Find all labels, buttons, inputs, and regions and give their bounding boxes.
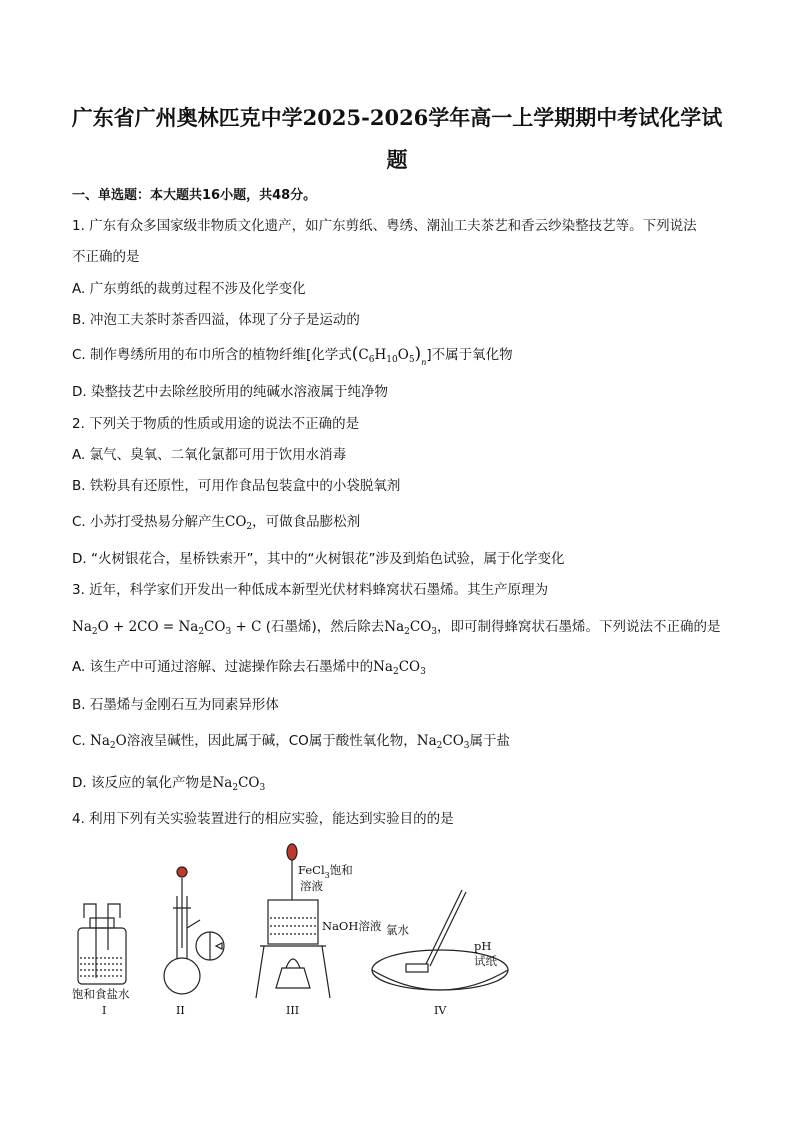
q3-option-c-mid: 溶液呈碱性，因此属于碱，CO属于酸性氧化物， xyxy=(126,733,417,749)
q1-option-a: A. 广东剪纸的裁剪过程不涉及化学变化 xyxy=(72,281,306,297)
label-fecl3: FeCl$_3$饱和 xyxy=(298,863,353,880)
page-title-line1: 广东省广州奥林匹克中学2025-2026学年高一上学期期中考试化学试 xyxy=(71,105,723,130)
q4-stem: 4. 利用下列有关实验装置进行的相应实验，能达到实验目的的是 xyxy=(72,811,454,827)
na2o-formula: $Na_2O$ xyxy=(90,733,127,751)
q2-option-d: D. “火树银花合，星桥铁索开”，其中的“火树银花”涉及到焰色试验，属于化学变化 xyxy=(72,551,565,567)
label-chlorine-water: 氯水 xyxy=(386,923,409,937)
label-saturated-brine: 饱和食盐水 xyxy=(72,987,130,1001)
label-roman-4: IV xyxy=(434,1004,447,1017)
q2-option-c-text: C. 小苏打受热易分解产生 xyxy=(72,514,226,530)
label-roman-2: II xyxy=(176,1004,185,1017)
label-ph: pH xyxy=(474,939,492,953)
q3-option-b: B. 石墨烯与金刚石互为同素异形体 xyxy=(72,697,279,713)
q1-stem-line1: 1. 广东有众多国家级非物质文化遗产，如广东剪纸、粤绣、潮汕工夫茶艺和香云纱染整技艺等。下列说法 xyxy=(72,218,697,234)
label-solution: 溶液 xyxy=(300,879,323,893)
na2co3-formula: $Na_2CO_3$ xyxy=(384,619,437,637)
q2-option-c xyxy=(72,512,360,532)
q3-stem-line2 xyxy=(72,617,721,637)
section-heading: 一、单选题：本大题共16小题，共48分。 xyxy=(72,188,317,203)
q2-stem: 2. 下列关于物质的性质或用途的说法不正确的是 xyxy=(72,416,360,432)
label-naoh: NaOH溶液 xyxy=(322,919,382,933)
q3-option-a xyxy=(72,657,426,677)
label-test-paper: 试纸 xyxy=(474,954,497,968)
q3-option-d-text: D. 该反应的氧化产物是 xyxy=(72,775,213,791)
q3-option-c-label: C. xyxy=(72,733,86,749)
reaction-equation: $Na_2O + 2CO = Na_2CO_3 + C$ xyxy=(72,619,266,637)
apparatus-figure xyxy=(60,838,530,1028)
q1-option-c xyxy=(72,344,513,373)
q1-option-c-tail: ]不属于氧化物 xyxy=(426,347,513,363)
q3-stem-mid: (石墨烯)，然后除去 xyxy=(265,619,385,635)
na2co3-formula: $Na_2CO_3$ xyxy=(416,733,470,751)
q1-option-d: D. 染整技艺中去除丝胶所用的纯碱水溶液属于纯净物 xyxy=(72,384,388,400)
q1-stem-line2: 不正确的是 xyxy=(72,249,140,265)
q3-option-c xyxy=(72,731,510,751)
cellulose-formula: $(C_6H_{10}O_5)_n$ xyxy=(351,344,427,367)
co2-formula: $CO_2$ xyxy=(225,514,253,532)
q2-option-c-tail: ，可做食品膨松剂 xyxy=(252,514,361,530)
q3-option-c-tail: 属于盐 xyxy=(469,733,511,749)
q3-stem-tail: ，即可制得蜂窝状石墨烯。下列说法不正确的是 xyxy=(437,619,721,635)
q3-option-a-text: A. 该生产中可通过溶解、过滤操作除去石墨烯中的 xyxy=(72,659,374,675)
label-roman-1: I xyxy=(102,1004,107,1017)
apparatus-svg xyxy=(60,838,530,1028)
gas-washing-bottle xyxy=(78,904,126,984)
volumetric-flask xyxy=(164,867,224,994)
na2co3-formula: $Na_2CO_3$ xyxy=(212,775,266,793)
q2-option-b: B. 铁粉具有还原性，可用作食品包装盒中的小袋脱氧剂 xyxy=(72,478,401,494)
q2-option-a: A. 氯气、臭氧、二氧化氯都可用于饮用水消毒 xyxy=(72,447,347,463)
q1-option-c-text: C. 制作粤绣所用的布巾所含的植物纤维[化学式 xyxy=(72,347,352,363)
q3-option-d xyxy=(72,773,265,793)
label-roman-3: III xyxy=(286,1004,300,1017)
q3-stem-line1: 3. 近年，科学家们开发出一种低成本新型光伏材料蜂窝状石墨烯。其生产原理为 xyxy=(72,582,549,598)
na2co3-formula: $Na_2CO_3$ xyxy=(373,659,426,677)
page-title-line2: 题 xyxy=(386,147,408,172)
q1-option-b: B. 冲泡工夫茶时茶香四溢，体现了分子是运动的 xyxy=(72,312,360,328)
